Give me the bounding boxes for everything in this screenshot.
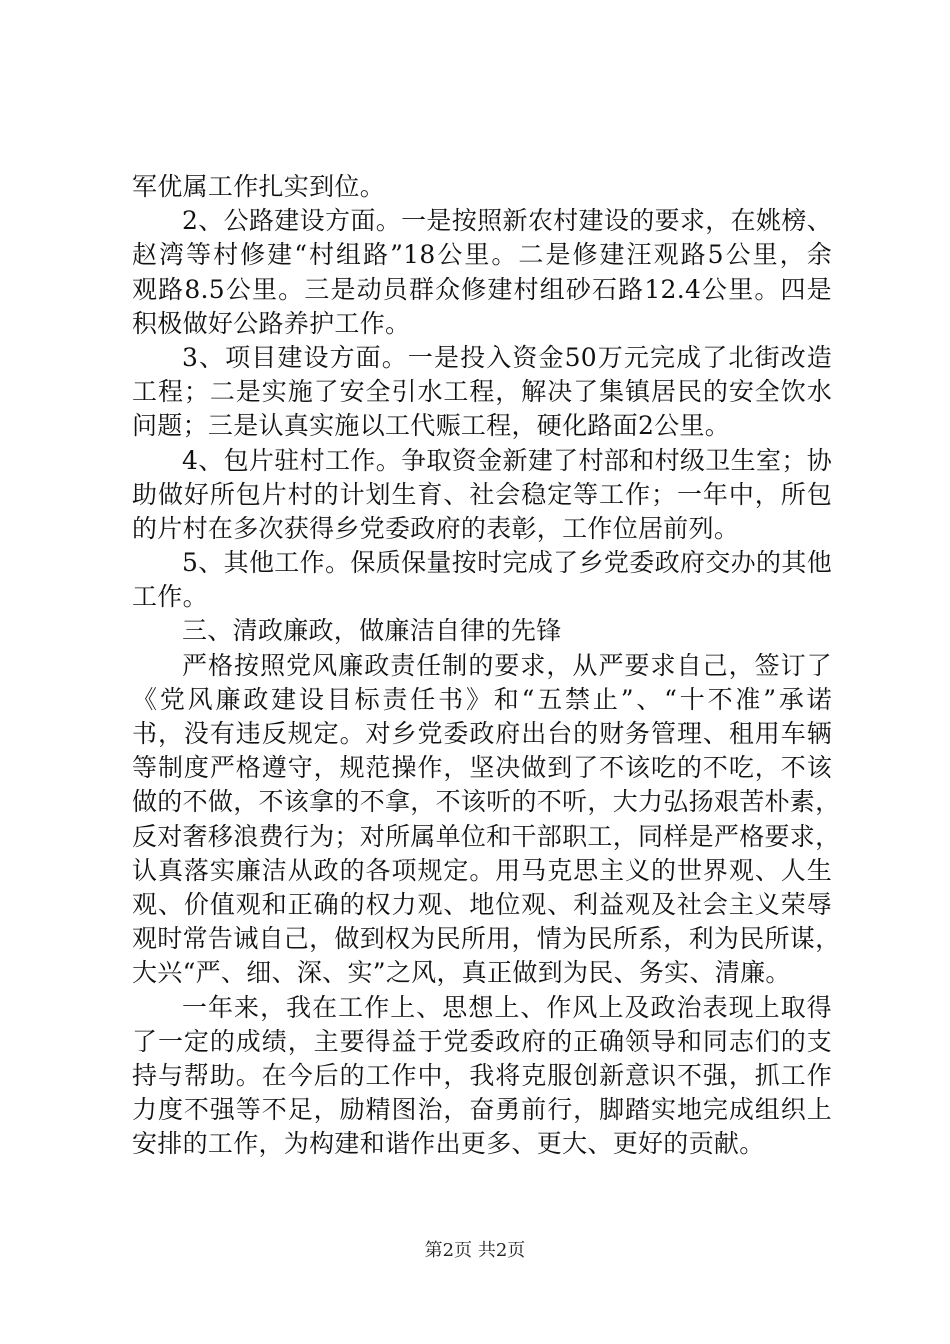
text-line: 力度不强等不足，励精图治，奋勇前行，脚踏实地完成组织上 <box>132 1095 832 1125</box>
text-line: 积极做好公路养护工作。 <box>132 308 411 338</box>
text-line: 5、其他工作。保质保量按时完成了乡党委政府交办的其他 <box>182 548 832 578</box>
text-line: 4、包片驻村工作。争取资金新建了村部和村级卫生室；协 <box>182 445 832 475</box>
document-body <box>132 170 841 1161</box>
text-line: 工程；二是实施了安全引水工程，解决了集镇居民的安全饮水 <box>132 377 832 407</box>
text-line: 问题；三是认真实施以工代赈工程，硬化路面2公里。 <box>132 411 731 441</box>
section-heading: 三、清政廉政，做廉洁自律的先锋 <box>182 616 562 646</box>
text-line: 的片村在多次获得乡党委政府的表彰，工作位居前列。 <box>132 513 740 543</box>
text-line: 了一定的成绩，主要得益于党委政府的正确领导和同志们的支 <box>132 1026 832 1056</box>
text-line: 书，没有违反规定。对乡党委政府出台的财务管理、租用车辆 <box>132 719 832 748</box>
text-line: 严格按照党风廉政责任制的要求，从严要求自己，签订了 <box>182 650 832 680</box>
text-line: 观路8.5公里。三是动员群众修建村组砂石路12.4公里。四是 <box>132 274 832 304</box>
text-line: 等制度严格遵守，规范操作，坚决做到了不该吃的不吃，不该 <box>132 753 832 783</box>
text-line: 助做好所包片村的计划生育、社会稳定等工作；一年中，所包 <box>132 479 832 509</box>
text-line: 持与帮助。在今后的工作中，我将克服创新意识不强，抓工作 <box>132 1060 832 1090</box>
text-line: 3、项目建设方面。一是投入资金50万元完成了北街改造 <box>182 342 832 372</box>
text-line: 做的不做，不该拿的不拿，不该听的不听，大力弘扬艰苦朴素， <box>132 787 841 817</box>
page-number-footer: 第2页 共2页 <box>424 1240 526 1261</box>
text-line: 2、公路建设方面。一是按照新农村建设的要求，在姚榜、 <box>182 206 832 236</box>
text-line: 《党风廉政建设目标责任书》和“五禁止”、“十不准”承诺 <box>132 684 832 714</box>
text-line: 军优属工作扎实到位。 <box>132 172 386 201</box>
text-line: 安排的工作，为构建和谐作出更多、更大、更好的贡献。 <box>132 1129 765 1159</box>
text-line: 大兴“严、细、深、实”之风，真正做到为民、务实、清廉。 <box>132 958 791 988</box>
text-line: 认真落实廉洁从政的各项规定。用马克思主义的世界观、人生 <box>132 855 832 885</box>
text-line: 工作。 <box>132 582 208 612</box>
text-line: 观、价值观和正确的权力观、地位观、利益观及社会主义荣辱 <box>132 889 832 919</box>
text-line: 反对奢移浪费行为；对所属单位和干部职工，同样是严格要求， <box>132 821 841 851</box>
text-line: 赵湾等村修建“村组路”18公里。二是修建汪观路5公里，余 <box>132 240 832 270</box>
text-line: 一年来，我在工作上、思想上、作风上及政治表现上取得 <box>182 992 832 1022</box>
text-line: 观时常告诫自己，做到权为民所用，情为民所系，利为民所谋， <box>132 924 841 954</box>
